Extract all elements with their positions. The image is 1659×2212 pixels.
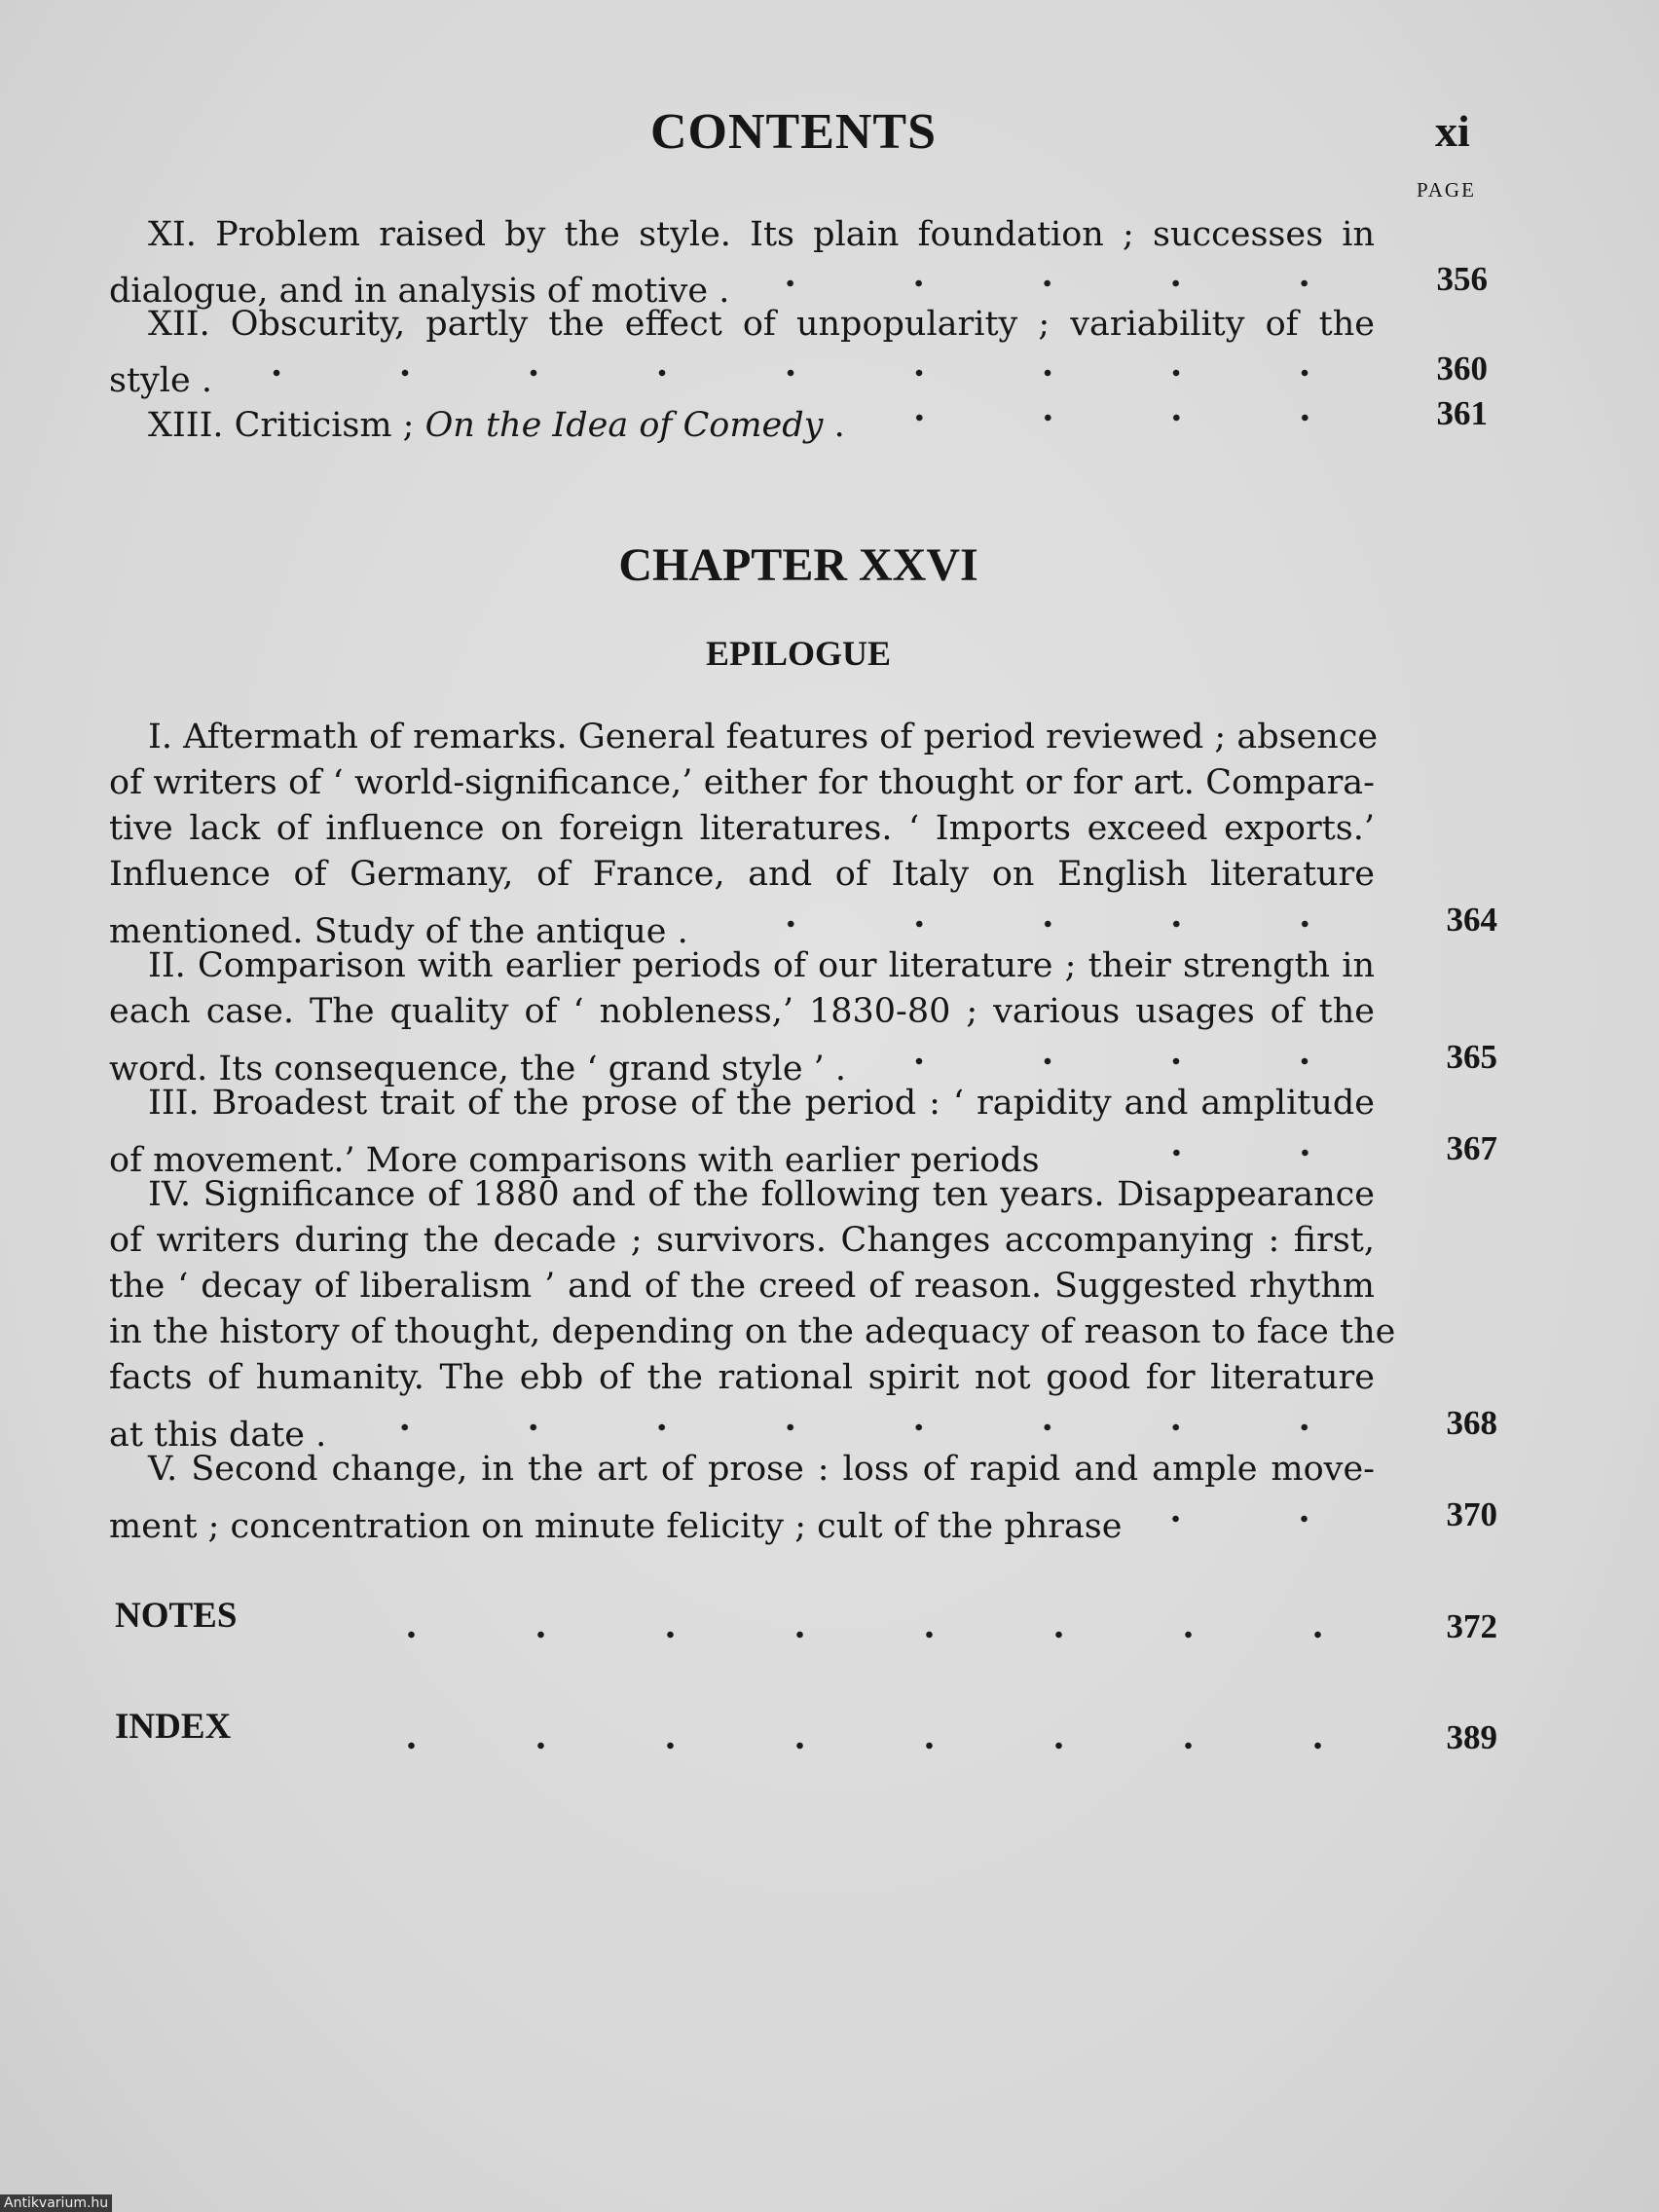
dot-leader — [346, 1731, 1382, 1760]
toc-entry-line: at this date . — [109, 1416, 327, 1455]
toc-page-number: 368 — [1446, 1404, 1497, 1442]
toc-entry-text: . — [823, 406, 845, 445]
toc-entry-line: XII. Obscurity, partly the effect of unpopularity ; variability of the — [148, 305, 1375, 344]
toc-entry-line: of movement.’ More comparisons with earlier periods — [109, 1141, 1040, 1180]
toc-entry-line: ment ; concentration on minute felicity ; cult of the phrase — [109, 1507, 1123, 1546]
watermark-logo: Antikvarium.hu — [0, 2194, 112, 2212]
toc-entry-leader — [109, 391, 1375, 445]
dot-leader — [743, 257, 1375, 302]
dot-leader — [340, 1401, 1375, 1446]
toc-entry-leader — [109, 1401, 1375, 1455]
toc-entry-line: XI. Problem raised by the style. Its plain foundation ; successes in — [148, 215, 1375, 254]
dot-leader — [346, 1620, 1382, 1649]
dot-leader — [1135, 1493, 1375, 1537]
toc-entry-line: each case. The quality of ‘ nobleness,’ 1830-80 ; various usages of the — [109, 992, 1375, 1031]
running-title: CONTENTS — [649, 104, 938, 160]
dot-leader — [226, 347, 1375, 391]
toc-page-number: 372 — [1446, 1607, 1497, 1645]
toc-page-number: 365 — [1446, 1038, 1497, 1076]
toc-entry-line: facts of humanity. The ebb of the rational spirit not good for literature — [109, 1358, 1375, 1397]
dot-leader — [859, 391, 1375, 436]
page-column-label: PAGE — [1417, 178, 1476, 202]
back-matter-notes: NOTES — [115, 1596, 238, 1636]
toc-page-number: 364 — [1446, 901, 1497, 939]
toc-entry-line: of writers during the decade ; survivors. Changes accompanying : first, — [109, 1221, 1375, 1260]
toc-entry-text: XIII. Criticism ; — [148, 406, 425, 445]
chapter-subtitle: EPILOGUE — [705, 634, 892, 673]
toc-entry-leader — [109, 257, 1375, 311]
toc-entry-line: I. Aftermath of remarks. General features of period reviewed ; absence — [148, 718, 1379, 756]
toc-page-number: 370 — [1446, 1495, 1497, 1533]
toc-entry-leader — [109, 1035, 1375, 1088]
dot-leader — [860, 1035, 1375, 1080]
toc-entry-line: dialogue, and in analysis of motive . — [109, 272, 730, 311]
toc-entry-line: IV. Significance of 1880 and of the following ten years. Disappearance — [148, 1175, 1375, 1214]
toc-entry-line — [148, 403, 845, 448]
toc-page-number: 356 — [1436, 260, 1488, 298]
work-title: On the Idea of Comedy — [424, 406, 824, 445]
toc-entry-leader — [109, 347, 1375, 400]
toc-entry-line: III. Broadest trait of the prose of the period : ‘ rapidity and amplitude — [148, 1084, 1375, 1123]
toc-entry-leader — [109, 1493, 1375, 1546]
toc-entry-line: in the history of thought, depending on the adequacy of reason to face the — [109, 1312, 1396, 1351]
dot-leader — [1053, 1126, 1375, 1171]
toc-entry-leader — [109, 898, 1375, 951]
toc-page-number: 389 — [1446, 1718, 1497, 1756]
toc-entry-line: the ‘ decay of liberalism ’ and of the creed of reason. Suggested rhythm — [109, 1267, 1375, 1306]
toc-page-number: 367 — [1446, 1129, 1497, 1167]
dot-leader — [702, 898, 1375, 942]
toc-page-number: 361 — [1436, 394, 1488, 432]
toc-entry-line: style . — [109, 361, 212, 400]
toc-page-number: 360 — [1436, 350, 1488, 387]
toc-entry-line: Influence of Germany, of France, and of Italy on English literature — [109, 855, 1375, 894]
back-matter-index: INDEX — [115, 1707, 232, 1747]
toc-entry-line: tive lack of influence on foreign literatures. ‘ Imports exceed exports.’ — [109, 809, 1375, 848]
toc-entry-line: V. Second change, in the art of prose : loss of rapid and ample move- — [148, 1450, 1375, 1489]
toc-entry-line: mentioned. Study of the antique . — [109, 912, 688, 951]
toc-entry-leader — [109, 1126, 1375, 1180]
page-number-folio: xi — [1435, 106, 1470, 156]
toc-entry-line: word. Its consequence, the ‘ grand style ’ . — [109, 1050, 847, 1088]
chapter-heading: CHAPTER XXVI — [618, 539, 978, 591]
toc-entry-line: II. Comparison with earlier periods of our literature ; their strength in — [148, 946, 1375, 985]
toc-entry-line: of writers of ‘ world-significance,’ either for thought or for art. Compara- — [109, 763, 1375, 802]
